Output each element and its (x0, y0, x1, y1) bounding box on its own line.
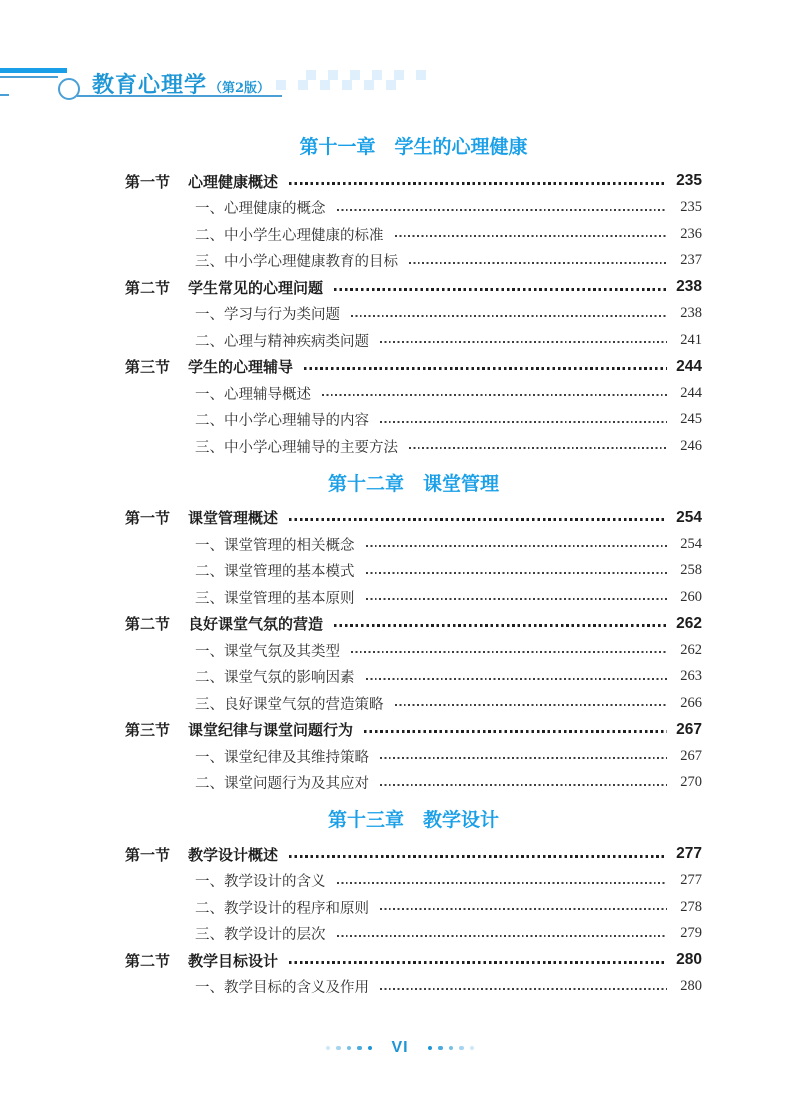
page-number: 262 (680, 641, 702, 658)
sub-item-title: 一、心理健康的概念 (195, 201, 326, 218)
toc-sub-item-row (125, 558, 702, 585)
toc-section-row (125, 947, 702, 974)
page-number: 258 (680, 562, 702, 579)
page-number: 244 (680, 384, 702, 401)
sub-item-title: 一、教学设计的含义 (195, 874, 326, 891)
book-edition: （第2版） (209, 81, 271, 96)
page-number: 262 (676, 614, 702, 632)
dot-leader (289, 961, 667, 964)
page-number: 280 (680, 978, 702, 995)
chapter-number: 第十三章 (327, 810, 404, 831)
sub-item-title: 一、教学目标的含义及作用 (195, 980, 369, 997)
dot-leader (364, 730, 667, 733)
sub-item-title: 二、课堂问题行为及其应对 (195, 776, 369, 793)
section-label: 第二节 (125, 279, 171, 297)
page-number: 270 (680, 774, 702, 791)
footer-dots-left-icon (323, 1046, 376, 1051)
section-title: 学生的心理辅导 (188, 359, 294, 377)
page-number: 235 (676, 172, 702, 190)
section-label: 第一节 (125, 846, 171, 864)
footer-dot (347, 1046, 352, 1051)
section-title: 课堂管理概述 (188, 510, 279, 528)
dot-leader (337, 209, 668, 211)
footer-dot (336, 1046, 341, 1051)
toc-section-row (125, 611, 702, 638)
footer-dot (326, 1046, 331, 1051)
page-number: 238 (680, 305, 702, 322)
toc-sub-item-row (125, 974, 702, 1001)
toc-sub-item-row (125, 584, 702, 611)
page-number: 263 (680, 668, 702, 685)
dot-leader (334, 288, 667, 291)
toc-sub-item-row (125, 380, 702, 407)
toc-sub-item-row (125, 195, 702, 222)
sub-item-title: 三、中小学心理健康教育的目标 (195, 254, 398, 271)
toc-sub-item-row (125, 221, 702, 248)
dot-leader (351, 315, 667, 317)
dot-leader (395, 235, 668, 237)
section-label: 第二节 (125, 952, 171, 970)
dot-leader (289, 855, 667, 858)
dot-leader (289, 182, 667, 185)
toc-sub-item-row (125, 868, 702, 895)
footer-dot (438, 1046, 443, 1051)
page-number: 277 (676, 845, 702, 863)
book-title-block (92, 68, 270, 96)
chapter-heading (125, 133, 702, 163)
sub-item-title: 一、课堂管理的相关概念 (195, 537, 355, 554)
section-title: 学生常见的心理问题 (188, 279, 324, 297)
dot-leader (322, 394, 667, 396)
sub-item-title: 一、课堂纪律及其维持策略 (195, 749, 369, 766)
page-number: 280 (676, 951, 702, 969)
toc-section-row (125, 505, 702, 532)
sub-item-title: 一、学习与行为类问题 (195, 307, 340, 324)
book-title: 教育心理学 (92, 72, 208, 98)
sub-item-title: 二、课堂气氛的影响因素 (195, 670, 355, 687)
page-number: 267 (676, 720, 702, 738)
toc-sub-item-row (125, 248, 702, 275)
toc-section-row (125, 168, 702, 195)
chapter-heading (125, 806, 702, 836)
footer-dots-right-icon (425, 1046, 478, 1051)
toc-sub-item-row (125, 531, 702, 558)
sub-item-title: 二、教学设计的程序和原则 (195, 900, 369, 917)
page-number: 236 (680, 225, 702, 242)
dot-leader (395, 704, 668, 706)
dot-leader (409, 447, 667, 449)
dot-leader (409, 262, 667, 264)
section-title: 课堂纪律与课堂问题行为 (188, 722, 354, 740)
sub-item-title: 三、课堂管理的基本原则 (195, 590, 355, 607)
toc-sub-item-row (125, 664, 702, 691)
page-number: 279 (680, 925, 702, 942)
toc-section-row (125, 841, 702, 868)
sub-item-title: 三、教学设计的层次 (195, 927, 326, 944)
sub-item-title: 二、中小学心理辅导的内容 (195, 413, 369, 430)
checker-pattern-top (306, 70, 428, 80)
toc-sub-item-row (125, 743, 702, 770)
sub-item-title: 三、中小学心理辅导的主要方法 (195, 439, 398, 456)
toc-section-row (125, 717, 702, 744)
toc-content (125, 133, 702, 1000)
section-label: 第二节 (125, 616, 171, 634)
page-number: 241 (680, 331, 702, 348)
footer-dot (470, 1046, 475, 1051)
toc-sub-item-row (125, 921, 702, 948)
dot-leader (289, 518, 667, 521)
page-number: 278 (680, 898, 702, 915)
page-number: 237 (680, 252, 702, 269)
toc-sub-item-row (125, 894, 702, 921)
page-number: 254 (680, 535, 702, 552)
section-title: 心理健康概述 (188, 173, 279, 191)
dot-leader (351, 651, 667, 653)
dot-leader (380, 908, 667, 910)
page-number: 245 (680, 411, 702, 428)
footer-dot (459, 1046, 464, 1051)
section-label: 第三节 (125, 722, 171, 740)
dot-leader (366, 678, 668, 680)
footer-dot (368, 1046, 373, 1051)
header-left-dash (0, 94, 9, 96)
dot-leader (366, 598, 668, 600)
header-thick-bar (0, 68, 67, 73)
page-number: 246 (680, 437, 702, 454)
toc-sub-item-row (125, 433, 702, 460)
sub-item-title: 三、良好课堂气氛的营造策略 (195, 696, 384, 713)
dot-leader (380, 988, 667, 990)
section-title: 教学设计概述 (188, 846, 279, 864)
page-footer (0, 1036, 800, 1060)
header-circle-ornament (58, 78, 80, 100)
chapter-number: 第十一章 (299, 137, 376, 158)
toc-sub-item-row (125, 637, 702, 664)
dot-leader (304, 367, 667, 370)
toc-sub-item-row (125, 407, 702, 434)
dot-leader (334, 624, 667, 627)
dot-leader (380, 784, 667, 786)
section-label: 第三节 (125, 359, 171, 377)
toc-sub-item-row (125, 301, 702, 328)
chapter-number: 第十二章 (327, 473, 404, 495)
toc-sub-item-row (125, 327, 702, 354)
toc-sub-item-row (125, 690, 702, 717)
chapter-title: 课堂管理 (423, 473, 500, 495)
chapter-heading (125, 470, 702, 500)
section-title: 教学目标设计 (188, 952, 279, 970)
page-number: 266 (680, 694, 702, 711)
dot-leader (366, 545, 668, 547)
sub-item-title: 一、课堂气氛及其类型 (195, 643, 340, 660)
sub-item-title: 一、心理辅导概述 (195, 386, 311, 403)
dot-leader (380, 421, 667, 423)
page-number: 267 (680, 747, 702, 764)
chapter-title: 教学设计 (423, 810, 500, 831)
page-number: 277 (680, 872, 702, 889)
dot-leader (380, 757, 667, 759)
header-thin-bar (0, 76, 58, 78)
toc-section-row (125, 274, 702, 301)
folio-page-number: VI (391, 1039, 409, 1056)
page-number: 235 (680, 199, 702, 216)
section-label: 第一节 (125, 510, 171, 528)
section-title: 良好课堂气氛的营造 (188, 616, 324, 634)
toc-section-row (125, 354, 702, 381)
footer-dot (357, 1046, 362, 1051)
page-number: 254 (676, 508, 702, 526)
dot-leader (337, 882, 668, 884)
sub-item-title: 二、心理与精神疾病类问题 (195, 333, 369, 350)
checker-pattern-bottom (276, 80, 398, 90)
page-number: 238 (676, 278, 702, 296)
chapter-title: 学生的心理健康 (394, 137, 528, 158)
footer-dot (428, 1046, 433, 1051)
dot-leader (337, 935, 668, 937)
page-number: 260 (680, 588, 702, 605)
section-label: 第一节 (125, 173, 171, 191)
dot-leader (380, 341, 667, 343)
footer-dot (449, 1046, 454, 1051)
page-number: 244 (676, 357, 702, 375)
sub-item-title: 二、课堂管理的基本模式 (195, 564, 355, 581)
dot-leader (366, 572, 668, 574)
toc-sub-item-row (125, 770, 702, 797)
sub-item-title: 二、中小学生心理健康的标准 (195, 227, 384, 244)
